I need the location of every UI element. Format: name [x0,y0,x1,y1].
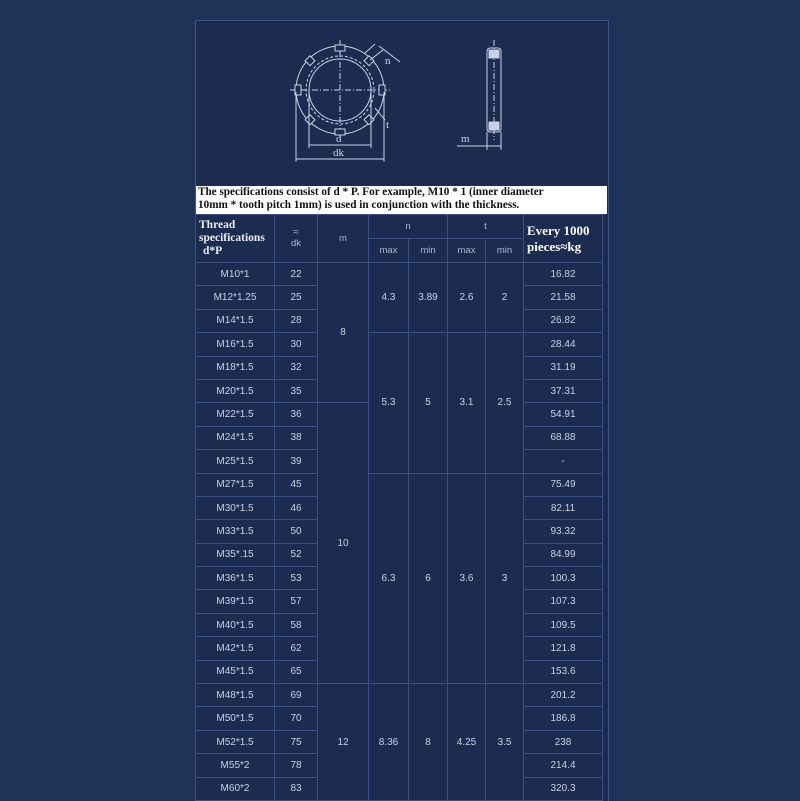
header-t: t [448,215,524,239]
cell-spec: M20*1.5 [196,379,275,402]
locknut-drawing [195,20,607,186]
cell-n-max: 5.3 [369,333,409,473]
cell-dk: 65 [275,660,318,683]
cell-n-max: 4.3 [369,263,409,333]
cell-dk: 22 [275,263,318,286]
cell-t-max: 3.1 [448,333,486,473]
header-t-min: min [486,239,524,263]
cell-spec: M27*1.5 [196,473,275,496]
cell-t-max: 2.6 [448,263,486,333]
header-n: n [369,215,448,239]
cell-kg: 31.19 [524,356,603,379]
cell-n-min: 6 [409,473,448,684]
cell-kg: 75.49 [524,473,603,496]
cell-spec: M60*2 [196,777,275,800]
cell-spec: M35*.15 [196,543,275,566]
cell-kg: 93.32 [524,520,603,543]
cell-kg: 37.31 [524,379,603,402]
header-thread-spec: Thread specifications d*P [196,215,275,263]
spec-note-line2: 10mm * tooth pitch 1mm) is used in conjunction with the thickness. [198,199,520,211]
cell-kg: 16.82 [524,263,603,286]
cell-dk: 45 [275,473,318,496]
cell-dk: 75 [275,730,318,753]
cell-kg: 121.8 [524,637,603,660]
cell-kg: 26.82 [524,309,603,332]
cell-spec: M42*1.5 [196,637,275,660]
cell-spec: M25*1.5 [196,450,275,473]
cell-kg: 238 [524,730,603,753]
cell-dk: 32 [275,356,318,379]
cell-spec: M52*1.5 [196,730,275,753]
cell-dk: 83 [275,777,318,800]
cell-t-max: 3.6 [448,473,486,684]
cell-t-min: 2 [486,263,524,333]
cell-dk: 38 [275,426,318,449]
cell-dk: 25 [275,286,318,309]
cell-spec: M18*1.5 [196,356,275,379]
cell-dk: 70 [275,707,318,730]
header-dk: ≈ dk [275,215,318,263]
d-label: d [336,133,342,145]
header-m: m [318,215,369,263]
cell-kg: 84.99 [524,543,603,566]
cell-dk: 35 [275,379,318,402]
cell-kg: 186.8 [524,707,603,730]
header-n-max: max [369,239,409,263]
cell-dk: 58 [275,613,318,636]
cell-spec: M40*1.5 [196,613,275,636]
cell-kg: 107.3 [524,590,603,613]
spec-note [196,186,607,214]
cell-dk: 36 [275,403,318,426]
t-label: t [386,119,390,131]
cell-kg: 214.4 [524,754,603,777]
cell-t-min: 3 [486,473,524,684]
cell-kg: 68.88 [524,426,603,449]
cell-kg: 109.5 [524,613,603,636]
cell-m: 12 [318,684,369,801]
cell-t-min: 3.5 [486,684,524,801]
cell-spec: M10*1 [196,263,275,286]
header-n-min: min [409,239,448,263]
cell-kg: 82.11 [524,496,603,519]
cell-spec: M50*1.5 [196,707,275,730]
cell-n-max: 6.3 [369,473,409,684]
cell-dk: 57 [275,590,318,613]
cell-kg: 201.2 [524,684,603,707]
cell-dk: 62 [275,637,318,660]
cell-kg: 54.91 [524,403,603,426]
cell-dk: 39 [275,450,318,473]
cell-dk: 69 [275,684,318,707]
cell-n-min: 5 [409,333,448,473]
cell-spec: M12*1.25 [196,286,275,309]
cell-spec: M16*1.5 [196,333,275,356]
cell-spec: M24*1.5 [196,426,275,449]
cell-n-max: 8.36 [369,684,409,801]
cell-dk: 78 [275,754,318,777]
dk-label: dk [333,147,344,159]
cell-spec: M55*2 [196,754,275,777]
cell-dk: 52 [275,543,318,566]
cell-kg: 28.44 [524,333,603,356]
cell-dk: 50 [275,520,318,543]
cell-dk: 46 [275,496,318,519]
cell-spec: M22*1.5 [196,403,275,426]
cell-kg: 320.3 [524,777,603,800]
spec-table [195,214,603,801]
cell-kg: - [524,450,603,473]
cell-spec: M45*1.5 [196,660,275,683]
cell-m: 8 [318,263,369,403]
cell-spec: M39*1.5 [196,590,275,613]
cell-spec: M30*1.5 [196,496,275,519]
m-label: m [461,133,470,145]
cell-spec: M48*1.5 [196,684,275,707]
cell-dk: 53 [275,567,318,590]
cell-m: 10 [318,403,369,684]
cell-kg: 21.58 [524,286,603,309]
spec-note-line1: The specifications consist of d * P. For example, M10 * 1 (inner diameter [198,186,544,198]
cell-dk: 28 [275,309,318,332]
cell-kg: 100.3 [524,567,603,590]
cell-kg: 153.6 [524,660,603,683]
cell-spec: M33*1.5 [196,520,275,543]
cell-spec: M14*1.5 [196,309,275,332]
cell-t-max: 4.25 [448,684,486,801]
header-weight: Every 1000 pieces≈kg [524,215,603,263]
cell-t-min: 2.5 [486,333,524,473]
cell-dk: 30 [275,333,318,356]
cell-n-min: 3.89 [409,263,448,333]
cell-n-min: 8 [409,684,448,801]
header-t-max: max [448,239,486,263]
cell-spec: M36*1.5 [196,567,275,590]
n-label: n [385,55,391,67]
